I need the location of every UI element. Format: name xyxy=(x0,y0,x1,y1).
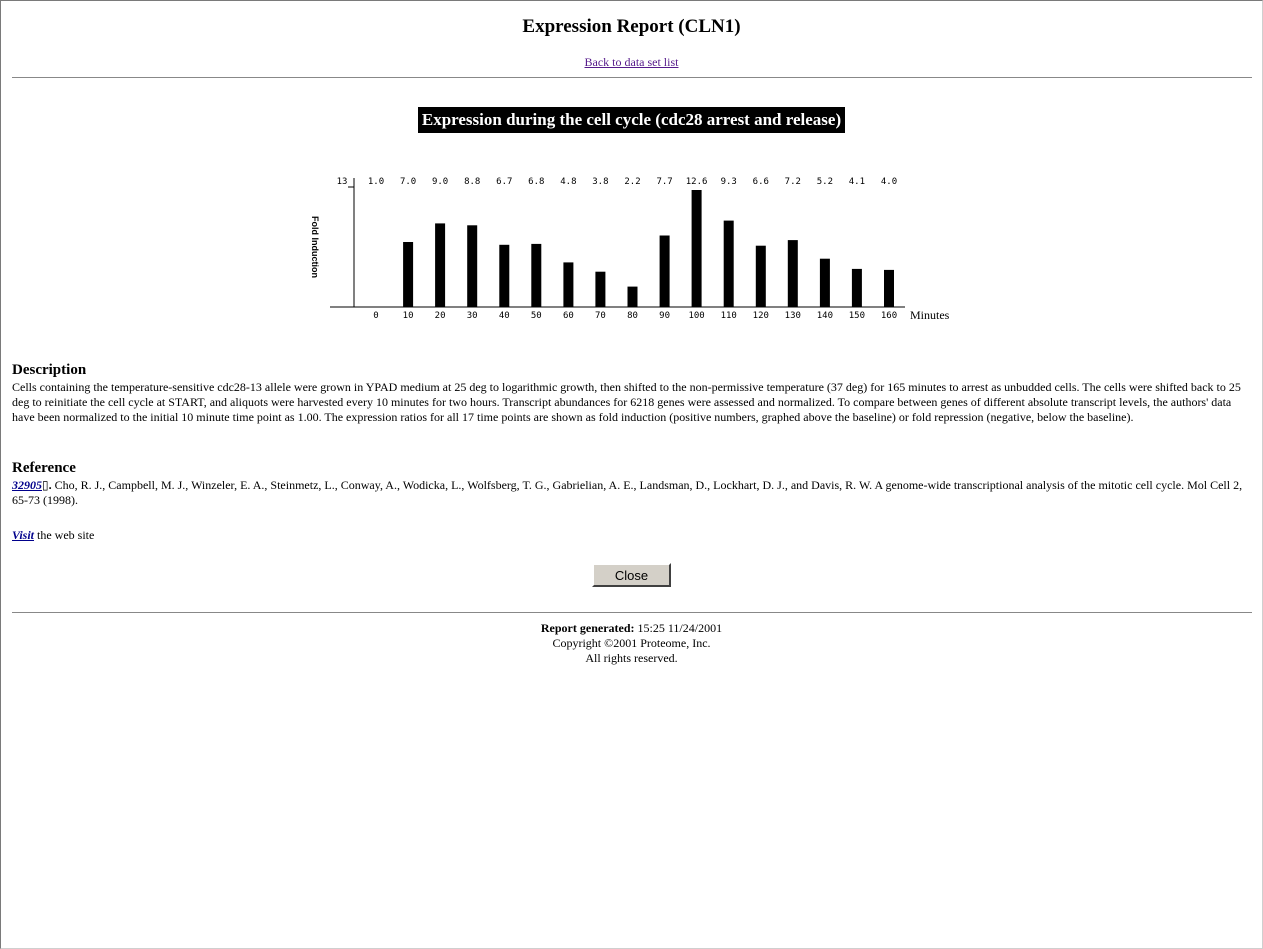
x-tick-label-0: 0 xyxy=(373,311,379,321)
visit-suffix: the web site xyxy=(34,528,95,542)
bar-120-min xyxy=(756,246,766,307)
value-label-130: 7.2 xyxy=(784,177,801,187)
description-text: Cells containing the temperature-sensitive cdc28-13 allele were grown in YPAD medium at 25 deg to logarithmic growth, then shifted to the non-permissive temperature (37 deg) for 165 minutes to arrest as unbudded cells. The cells were shifted back to 25 deg to reinitiate the cell cycle at START, and aliquots were harvested every 10 minutes for two hours. Transcript abundances for 6218 genes were assessed and normalized. To compare between genes of different absolute transcript levels, the authors' data have been normalized to the initial 10 minute time point as 1.00. The expression ratios for all 17 time points are shown as fold induction (positive numbers, graphed above the baseline) or fold repression (negative, below the baseline). xyxy=(12,380,1241,424)
pubmed-link[interactable]: 32905 xyxy=(12,478,42,492)
expression-chart xyxy=(0,0,1263,340)
x-tick-label-50: 50 xyxy=(530,311,542,321)
x-tick-label-90: 90 xyxy=(659,311,671,321)
bar-160-min xyxy=(884,270,894,307)
bar-150-min xyxy=(852,269,862,307)
bar-70-min xyxy=(595,272,605,307)
bar-140-min xyxy=(820,259,830,307)
x-tick-label-70: 70 xyxy=(594,311,606,321)
value-label-160: 4.0 xyxy=(880,177,898,187)
value-label-70: 3.8 xyxy=(592,177,609,187)
citation-text: Cho, R. J., Campbell, M. J., Winzeler, E. A., Steinmetz, L., Conway, A., Wodicka, L., Wolfsberg, T. G., Gabrielian, A. E., Landsman, D., Lockhart, D. J., and Davis, R. W. A genome-wide transcriptional analysis of the mitotic cell cycle. Mol Cell 2, 65-73 (1998). xyxy=(12,478,1243,507)
x-tick-label-60: 60 xyxy=(562,311,574,321)
reference-text xyxy=(12,478,1252,508)
back-to-data-set-list-link[interactable]: Back to data set list xyxy=(584,55,679,69)
value-label-20: 9.0 xyxy=(431,177,449,187)
bar-130-min xyxy=(788,240,798,307)
x-tick-label-120: 120 xyxy=(752,311,769,321)
value-label-50: 6.8 xyxy=(528,177,545,187)
x-tick-label-160: 160 xyxy=(880,311,898,321)
description-heading: Description xyxy=(12,362,87,378)
bar-100-min xyxy=(692,190,702,307)
visit-link[interactable]: Visit xyxy=(12,528,35,542)
x-tick-label-110: 110 xyxy=(720,311,737,321)
visit-line xyxy=(12,528,1252,543)
x-tick-label-150: 150 xyxy=(848,311,866,321)
report-generated-line xyxy=(0,621,1263,636)
x-tick-label-130: 130 xyxy=(784,311,801,321)
x-tick-label-20: 20 xyxy=(434,311,446,321)
x-tick-label-80: 80 xyxy=(627,311,638,321)
value-label-110: 9.3 xyxy=(720,177,737,187)
y-max-label: 13 xyxy=(336,177,348,187)
bar-20-min xyxy=(435,223,445,307)
page-title: Expression Report (CLN1) xyxy=(522,16,741,37)
value-label-30: 8.8 xyxy=(464,177,481,187)
report-generated-value: 15:25 11/24/2001 xyxy=(634,621,723,635)
value-label-40: 6.7 xyxy=(496,177,513,187)
value-label-80: 2.2 xyxy=(624,177,641,187)
value-label-90: 7.7 xyxy=(656,177,673,187)
value-label-60: 4.8 xyxy=(560,177,577,187)
chart-heading: Expression during the cell cycle (cdc28 arrest and release) xyxy=(418,107,845,133)
x-tick-label-100: 100 xyxy=(688,311,705,321)
report-generated-label: Report generated: xyxy=(540,621,635,635)
y-axis-label: Fold Induction xyxy=(310,216,320,278)
bar-80-min xyxy=(628,287,638,307)
value-label-120: 6.6 xyxy=(752,177,769,187)
value-label-0: 1.0 xyxy=(367,177,385,187)
value-label-10: 7.0 xyxy=(399,177,417,187)
bar-90-min xyxy=(660,236,670,308)
x-tick-label-30: 30 xyxy=(466,311,478,321)
pubmed-suffix: ▯. xyxy=(42,478,52,492)
value-label-140: 5.2 xyxy=(816,177,834,187)
value-label-150: 4.1 xyxy=(848,177,866,187)
reference-heading: Reference xyxy=(12,460,76,476)
bar-110-min xyxy=(724,221,734,307)
x-axis-label: Minutes xyxy=(910,308,950,322)
bar-10-min xyxy=(403,242,413,307)
bar-30-min xyxy=(467,225,477,307)
bar-40-min xyxy=(499,245,509,307)
bottom-divider xyxy=(12,612,1252,613)
x-tick-label-40: 40 xyxy=(498,311,510,321)
x-tick-label-140: 140 xyxy=(816,311,834,321)
value-label-100: 12.6 xyxy=(685,177,708,187)
bar-60-min xyxy=(563,262,573,307)
close-button[interactable]: Close xyxy=(592,563,671,587)
x-tick-label-10: 10 xyxy=(402,311,414,321)
rights-line: All rights reserved. xyxy=(585,651,678,665)
bar-50-min xyxy=(531,244,541,307)
copyright-line: Copyright ©2001 Proteome, Inc. xyxy=(552,636,711,650)
